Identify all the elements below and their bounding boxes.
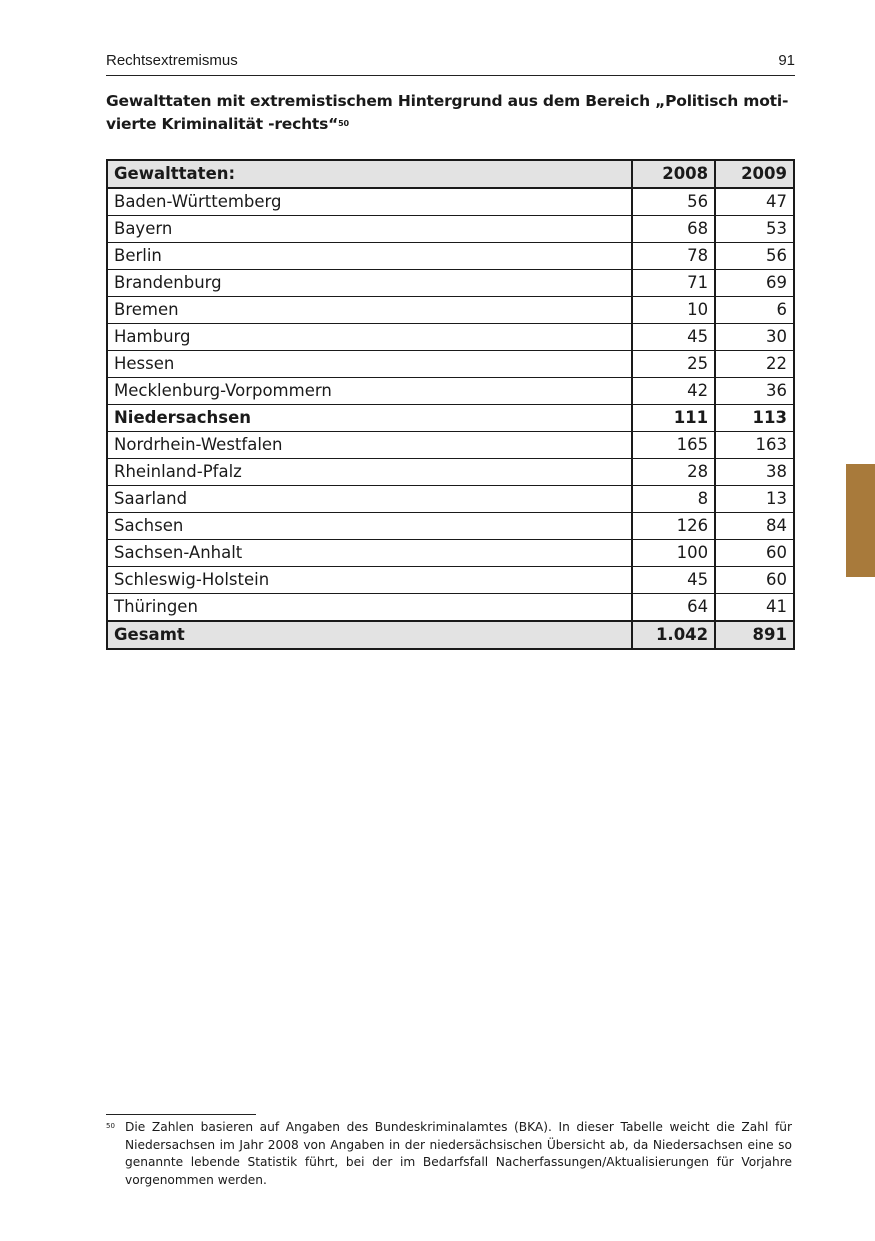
row-value-2008: 78 xyxy=(632,243,715,270)
row-label: Brandenburg xyxy=(107,270,632,297)
footnote-divider xyxy=(106,1114,256,1115)
violence-statistics-table xyxy=(106,159,795,650)
row-value-2008: 71 xyxy=(632,270,715,297)
footnote-number: 50 xyxy=(106,1122,115,1130)
chapter-side-tab xyxy=(846,464,875,577)
table-row xyxy=(107,243,794,270)
row-value-2009: 53 xyxy=(715,216,794,243)
table-row xyxy=(107,567,794,594)
table-row xyxy=(107,432,794,459)
row-value-2008: 68 xyxy=(632,216,715,243)
row-value-2008: 126 xyxy=(632,513,715,540)
row-label: Rheinland-Pfalz xyxy=(107,459,632,486)
row-value-2008: 56 xyxy=(632,188,715,216)
row-value-2009: 69 xyxy=(715,270,794,297)
row-label: Bayern xyxy=(107,216,632,243)
header-cell-2008: 2008 xyxy=(632,160,715,188)
row-label: Niedersachsen xyxy=(107,405,632,432)
footnote-text: Die Zahlen basieren auf Angaben des Bundeskriminalamtes (BKA). In dieser Tabelle weicht die Zahl für Niedersachsen im Jahr 2008 von Angaben in der niedersächsischen Übersicht ab, da Niedersachsen eine so genannte lebende Statistik führt, bei der im Bedarfsfall Nacherfassungen/Aktualisierungen für Vorjahre vorgenommen werden. xyxy=(125,1120,792,1187)
row-value-2008: 25 xyxy=(632,351,715,378)
row-label: Hessen xyxy=(107,351,632,378)
row-label: Saarland xyxy=(107,486,632,513)
row-value-2009: 891 xyxy=(715,621,794,649)
table-row xyxy=(107,459,794,486)
row-value-2008: 111 xyxy=(632,405,715,432)
row-value-2009: 6 xyxy=(715,297,794,324)
table-row xyxy=(107,188,794,216)
table-heading-text: Gewalttaten mit extremistischem Hintergrund aus dem Bereich „Politisch moti-vierte Kriminalität -rechts“ xyxy=(106,92,789,133)
row-label: Baden-Württemberg xyxy=(107,188,632,216)
row-value-2009: 56 xyxy=(715,243,794,270)
table-row xyxy=(107,297,794,324)
row-label: Thüringen xyxy=(107,594,632,622)
page-number: 91 xyxy=(778,52,795,69)
footnote xyxy=(106,1119,792,1189)
running-head-title: Rechtsextremismus xyxy=(106,52,238,69)
table-row xyxy=(107,351,794,378)
table-row xyxy=(107,486,794,513)
row-value-2009: 41 xyxy=(715,594,794,622)
row-label: Sachsen-Anhalt xyxy=(107,540,632,567)
table-row xyxy=(107,378,794,405)
table-total-row xyxy=(107,621,794,649)
row-value-2009: 163 xyxy=(715,432,794,459)
row-value-2009: 60 xyxy=(715,540,794,567)
row-value-2009: 30 xyxy=(715,324,794,351)
row-value-2009: 13 xyxy=(715,486,794,513)
row-label: Gesamt xyxy=(107,621,632,649)
row-label: Berlin xyxy=(107,243,632,270)
table-row xyxy=(107,324,794,351)
row-label: Sachsen xyxy=(107,513,632,540)
running-head xyxy=(106,51,795,76)
row-value-2009: 38 xyxy=(715,459,794,486)
row-label: Schleswig-Holstein xyxy=(107,567,632,594)
row-value-2008: 8 xyxy=(632,486,715,513)
table-row xyxy=(107,594,794,622)
row-value-2008: 10 xyxy=(632,297,715,324)
table-row xyxy=(107,270,794,297)
header-cell-category: Gewalttaten: xyxy=(107,160,632,188)
row-value-2008: 45 xyxy=(632,567,715,594)
header-cell-2009: 2009 xyxy=(715,160,794,188)
table-row xyxy=(107,216,794,243)
row-value-2008: 42 xyxy=(632,378,715,405)
row-value-2009: 22 xyxy=(715,351,794,378)
row-value-2008: 1.042 xyxy=(632,621,715,649)
table-row xyxy=(107,405,794,432)
row-value-2009: 36 xyxy=(715,378,794,405)
row-label: Bremen xyxy=(107,297,632,324)
row-label: Nordrhein-Westfalen xyxy=(107,432,632,459)
row-value-2008: 45 xyxy=(632,324,715,351)
row-value-2009: 113 xyxy=(715,405,794,432)
table-row xyxy=(107,540,794,567)
table-header-row xyxy=(107,160,794,188)
table-heading xyxy=(106,90,796,136)
row-value-2009: 60 xyxy=(715,567,794,594)
row-value-2008: 100 xyxy=(632,540,715,567)
row-value-2008: 64 xyxy=(632,594,715,622)
row-value-2009: 47 xyxy=(715,188,794,216)
footnote-reference: 50 xyxy=(338,119,349,128)
row-value-2008: 28 xyxy=(632,459,715,486)
row-label: Mecklenburg-Vorpommern xyxy=(107,378,632,405)
row-value-2008: 165 xyxy=(632,432,715,459)
row-label: Hamburg xyxy=(107,324,632,351)
table-row xyxy=(107,513,794,540)
row-value-2009: 84 xyxy=(715,513,794,540)
